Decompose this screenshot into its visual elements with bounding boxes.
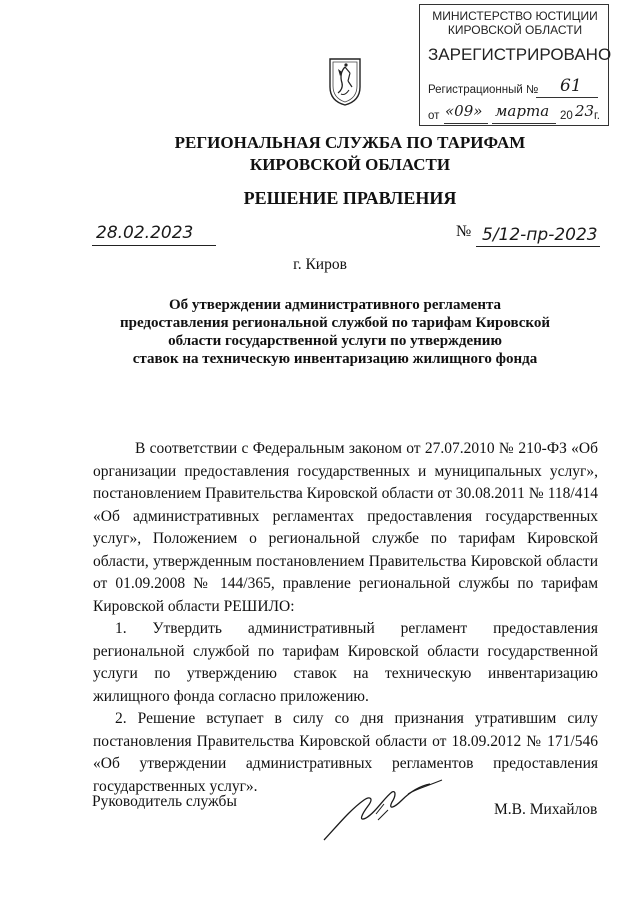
date-underline <box>92 245 216 246</box>
document-type: РЕШЕНИЕ ПРАВЛЕНИЯ <box>243 188 457 208</box>
stamp-date-month: марта <box>495 102 550 120</box>
coat-of-arms-icon <box>328 57 362 107</box>
agency-name-line1: РЕГИОНАЛЬНАЯ СЛУЖБА ПО ТАРИФАМ <box>174 133 526 152</box>
signatory-name: М.В. Михайлов <box>494 801 598 818</box>
stamp-date-prefix: от <box>428 110 440 122</box>
title-line: Об утверждении административного регламента <box>168 297 502 313</box>
stamp-reg-number-value: 61 <box>560 76 582 96</box>
document-date: 28.02.2023 <box>96 223 194 243</box>
stamp-reg-number-label: Регистрационный № <box>428 84 539 96</box>
agency-name-line2: КИРОВСКОЙ ОБЛАСТИ <box>249 155 451 174</box>
stamp-date-year-suffix: 23 <box>575 102 595 120</box>
stamp-date-day-underline <box>444 123 488 124</box>
document-number: 5/12-пр-2023 <box>482 225 598 245</box>
document-title <box>100 296 570 368</box>
number-label: № <box>456 223 472 240</box>
title-line: предоставления региональной службой по тарифам Кировской <box>119 315 551 331</box>
title-line: области государственной услуги по утверждению <box>168 333 502 349</box>
stamp-reg-number-underline <box>536 97 598 98</box>
handwritten-signature <box>318 770 448 850</box>
preamble-paragraph: В соответствии с Федеральным законом от 27.07.2010 № 210-ФЗ «Об организации предоставления государственных и муниципальных услуг», постановлением Правительства Кировской области от 30.08.2011 № 118/414 «Об административных регламентах предоставления государственных услуг», Положением о региональной службе по тарифам Кировской области, утвержденным постановлением Правительства Кировской области от 01.09.2008 № 144/365, правление региональной службы по тарифам Кировской области РЕШИЛО: <box>93 440 598 615</box>
document-body <box>93 438 598 798</box>
resolution-item-2: 2. Решение вступает в силу со дня признания утратившим силу постановления Правительства Кировской области от 18.09.2012 № 171/546 «Об утверждении административных регламентов предоставления государственных услуг». <box>93 710 598 795</box>
stamp-date-month-underline <box>492 123 556 124</box>
stamp-organization: МИНИСТЕРСТВО ЮСТИЦИИ КИРОВСКОЙ ОБЛАСТИ <box>432 9 598 37</box>
stamp-date-day: «09» <box>445 102 483 120</box>
stamp-status: ЗАРЕГИСТРИРОВАНО <box>428 45 612 64</box>
stamp-date-suffix: г. <box>594 110 600 122</box>
city: г. Киров <box>293 256 347 273</box>
number-underline <box>476 246 600 247</box>
signatory-role: Руководитель службы <box>92 793 237 810</box>
stamp-date-year-prefix: 20 <box>560 110 573 122</box>
title-line: ставок на техническую инвентаризацию жилищного фонда <box>132 351 538 367</box>
registration-stamp <box>419 4 612 126</box>
resolution-item-1: 1. Утвердить административный регламент предоставления региональной службой по тарифам Кировской области государственной услуги по утверждению ставок на техническую инвентаризацию жилищного фонда согласно приложению. <box>93 620 598 705</box>
